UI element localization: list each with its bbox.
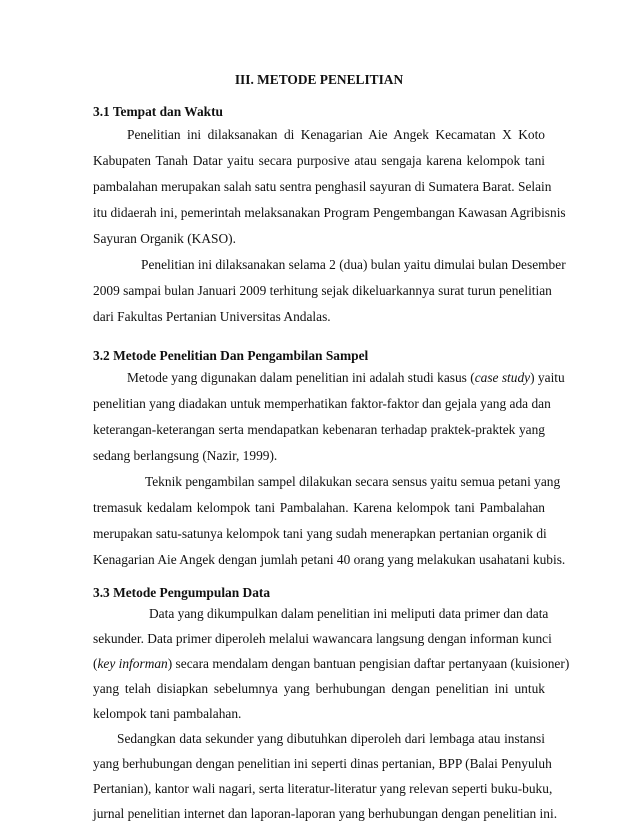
- paragraph-line: Kabupaten Tanah Datar yaitu secara purposive atau sengaja karena kelompok tani: [93, 153, 545, 168]
- paragraph-line: Pertanian), kantor wali nagari, serta literatur-literatur yang relevan seperti buku-buku,: [93, 781, 553, 796]
- emphasis-text: case study: [474, 370, 531, 385]
- paragraph-line: sekunder. Data primer diperoleh melalui wawancara langsung dengan informan kunci: [93, 631, 552, 646]
- section-heading-3-1: 3.1 Tempat dan Waktu: [93, 104, 223, 119]
- paragraph-line: yang telah disiapkan sebelumnya yang berhubungan dengan penelitian ini untuk: [93, 681, 545, 696]
- paragraph-line: pambalahan merupakan salah satu sentra penghasil sayuran di Sumatera Barat. Selain: [93, 179, 552, 194]
- paragraph-line-with-emphasis: [127, 369, 565, 387]
- paragraph-line: kelompok tani pambalahan.: [93, 706, 242, 721]
- paragraph-line: keterangan-keterangan serta mendapatkan kebenaran terhadap praktek-praktek yang: [93, 422, 545, 437]
- paragraph-line: jurnal penelitian internet dan laporan-laporan yang berhubungan dengan penelitian ini.: [93, 806, 558, 821]
- paragraph-line: merupakan satu-satunya kelompok tani yang sudah menerapkan pertanian organik di: [93, 526, 547, 541]
- paragraph-line: Penelitian ini dilaksanakan selama 2 (dua) bulan yaitu dimulai bulan Desember: [141, 257, 566, 272]
- paragraph-line: Teknik pengambilan sampel dilakukan secara sensus yaitu semua petani yang: [145, 474, 561, 489]
- paragraph-line: Data yang dikumpulkan dalam penelitian ini meliputi data primer dan data: [149, 606, 549, 621]
- chapter-title: III. METODE PENELITIAN: [234, 72, 404, 87]
- section-heading-3-3: 3.3 Metode Pengumpulan Data: [93, 585, 271, 600]
- paragraph-line: penelitian yang diadakan untuk memperhatikan faktor-faktor dan gejala yang ada dan: [93, 396, 551, 411]
- paragraph-line: sedang berlangsung (Nazir, 1999).: [93, 448, 278, 463]
- text-run: ) secara mendalam dengan bantuan pengisian daftar pertanyaan (kuisioner): [167, 656, 570, 671]
- paragraph-line: Kenagarian Aie Angek dengan jumlah petani 40 orang yang melakukan usahatani kubis.: [93, 552, 566, 567]
- text-run: (: [93, 656, 98, 671]
- paragraph-line: yang berhubungan dengan penelitian ini seperti dinas pertanian, BPP (Balai Penyuluh: [93, 756, 552, 771]
- paragraph-line: Sayuran Organik (KASO).: [93, 231, 236, 246]
- paragraph-line: tremasuk kedalam kelompok tani Pambalahan. Karena kelompok tani Pambalahan: [93, 500, 545, 515]
- emphasis-text: key informan: [97, 656, 168, 671]
- paragraph-line-with-emphasis: [93, 655, 570, 673]
- paragraph-line: itu didaerah ini, pemerintah melaksanakan Program Pengembangan Kawasan Agribisnis: [93, 205, 566, 220]
- text-run: Metode yang digunakan dalam penelitian ini adalah studi kasus (: [127, 370, 475, 385]
- paragraph-line: 2009 sampai bulan Januari 2009 terhitung sejak dikeluarkannya surat turun penelitian: [93, 283, 552, 298]
- paragraph-line: Sedangkan data sekunder yang dibutuhkan diperoleh dari lembaga atau instansi: [117, 731, 545, 746]
- text-run: ) yaitu: [530, 370, 565, 385]
- paragraph-line: dari Fakultas Pertanian Universitas Andalas.: [93, 309, 331, 324]
- section-heading-3-2: 3.2 Metode Penelitian Dan Pengambilan Sampel: [93, 348, 369, 363]
- paragraph-line: Penelitian ini dilaksanakan di Kenagarian Aie Angek Kecamatan X Koto: [127, 127, 545, 142]
